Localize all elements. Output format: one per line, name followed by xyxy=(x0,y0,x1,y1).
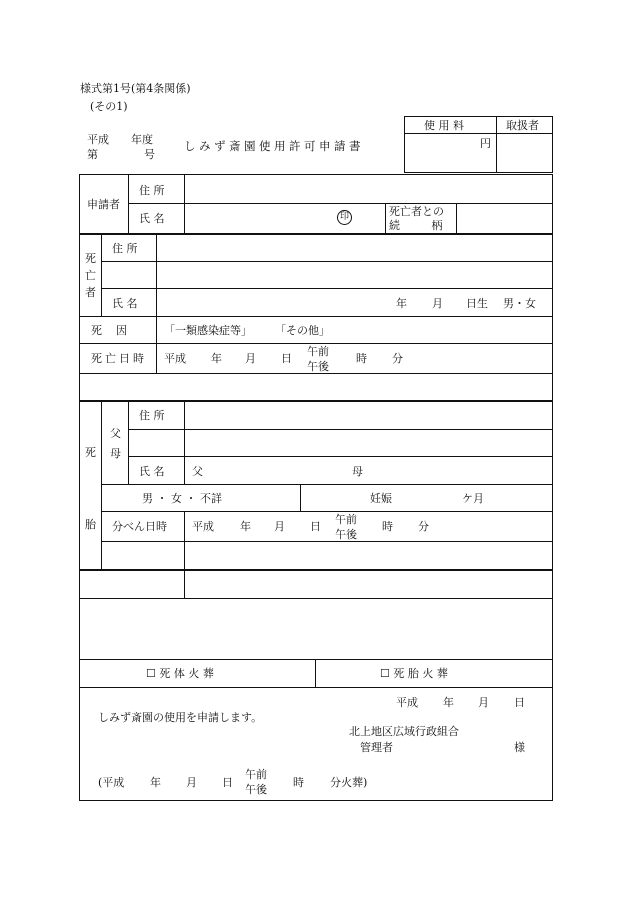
sb-mother: 母 xyxy=(352,465,363,478)
request-day: 日 xyxy=(514,696,525,709)
hline-blank-row xyxy=(79,598,553,599)
sb-months: ケ月 xyxy=(462,492,484,505)
cremation-day: 日 xyxy=(222,776,233,789)
stillbirth-label-2: 胎 xyxy=(85,518,96,531)
hline-sb-4 xyxy=(101,511,553,512)
cremation-body-option[interactable]: ☐ 死 体 火 葬 xyxy=(146,667,214,680)
vline-blank-row xyxy=(184,569,185,598)
death-minute: 分 xyxy=(392,352,403,365)
delivery-day: 日 xyxy=(310,520,321,533)
cremation-minute: 分火葬) xyxy=(330,776,368,789)
request-heisei: 平成 xyxy=(396,696,418,709)
death-am[interactable]: 午前 xyxy=(307,345,329,358)
hline-sb-1 xyxy=(128,429,553,430)
delivery-hour: 時 xyxy=(382,520,393,533)
vline-relation xyxy=(385,203,386,233)
delivery-am[interactable]: 午前 xyxy=(335,513,357,526)
death-pm[interactable]: 午後 xyxy=(307,360,329,373)
hline-deceased-2 xyxy=(101,288,553,289)
vline-cremation xyxy=(315,659,316,687)
header-nendo: 年度 xyxy=(131,133,153,146)
relation-label-1: 死亡者との xyxy=(389,205,444,218)
handler-label: 取扱者 xyxy=(506,119,539,132)
request-month: 月 xyxy=(478,696,489,709)
vline-delivery xyxy=(184,511,185,569)
delivery-month: 月 xyxy=(274,520,285,533)
parent-label-mother: 母 xyxy=(110,447,121,460)
sb-pregnancy: 妊娠 xyxy=(370,492,392,505)
applicant-address-label: 住 所 xyxy=(139,184,165,197)
parent-label-father: 父 xyxy=(110,427,121,440)
sb-address-field[interactable] xyxy=(186,402,551,428)
form-number: 様式第1号(第4条関係) xyxy=(80,82,191,95)
vline-deceased-field xyxy=(156,233,157,374)
deceased-address-label: 住 所 xyxy=(112,242,138,255)
header-heisei: 平成 xyxy=(87,133,109,146)
birth-month: 月 xyxy=(432,297,443,310)
death-year: 年 xyxy=(211,352,222,365)
death-heisei: 平成 xyxy=(164,352,186,365)
deceased-sex[interactable]: 男・女 xyxy=(503,297,536,310)
hline-deceased-3 xyxy=(79,316,553,317)
relation-field[interactable] xyxy=(458,205,551,232)
hline-deceased-1 xyxy=(101,261,553,262)
header-go: 号 xyxy=(144,148,155,161)
cremation-hour: 時 xyxy=(293,776,304,789)
applicant-address-field[interactable] xyxy=(186,176,551,202)
applicant-label: 申請者 xyxy=(87,198,120,211)
hline-sb-3 xyxy=(101,484,553,485)
delivery-year: 年 xyxy=(240,520,251,533)
cremation-month: 月 xyxy=(186,776,197,789)
deceased-label-3: 者 xyxy=(85,286,96,299)
delivery-heisei: 平成 xyxy=(192,520,214,533)
death-day: 日 xyxy=(281,352,292,365)
death-hour: 時 xyxy=(356,352,367,365)
fee-box-separator xyxy=(496,116,497,173)
form-title: しみず斎園使用許可申請書 xyxy=(184,139,364,153)
cremation-pm[interactable]: 午後 xyxy=(245,783,267,796)
request-manager: 管理者 xyxy=(360,741,393,754)
stillbirth-label-1: 死 xyxy=(85,446,96,459)
deceased-name-label: 氏 名 xyxy=(112,297,138,310)
cremation-am[interactable]: 午前 xyxy=(245,768,267,781)
cremation-heisei: (平成 xyxy=(98,776,125,789)
hline-cremation xyxy=(79,687,553,688)
deceased-address-field[interactable] xyxy=(158,235,551,260)
handler-field[interactable] xyxy=(498,135,551,171)
applicant-name-label: 氏 名 xyxy=(139,212,165,225)
deceased-name-field[interactable] xyxy=(158,290,388,315)
delivery-pm[interactable]: 午後 xyxy=(335,528,357,541)
header-dai: 第 xyxy=(87,148,98,161)
yen-label: 円 xyxy=(480,137,491,150)
request-year: 年 xyxy=(443,696,454,709)
cremation-fetus-option[interactable]: ☐ 死 胎 火 葬 xyxy=(380,667,448,680)
cause-option-2[interactable]: 「その他」 xyxy=(275,324,330,337)
death-month: 月 xyxy=(245,352,256,365)
applicant-name-field[interactable] xyxy=(186,205,336,232)
sep-stillbirth xyxy=(79,569,553,571)
request-org: 北上地区広域行政組合 xyxy=(349,725,459,738)
deceased-label-2: 亡 xyxy=(85,269,96,282)
delivery-minute: 分 xyxy=(418,520,429,533)
sb-sex[interactable]: 男 ・ 女 ・ 不詳 xyxy=(142,492,222,505)
vline-deceased-group xyxy=(101,233,102,317)
sb-address-label: 住 所 xyxy=(139,409,165,422)
fee-label: 使 用 料 xyxy=(424,119,464,132)
hline-deceased-5 xyxy=(79,373,553,374)
relation-label-2: 続 柄 xyxy=(389,219,457,232)
death-datetime-label: 死亡日時 xyxy=(91,352,147,365)
request-sama: 様 xyxy=(514,741,525,754)
cause-label: 死 因 xyxy=(91,324,127,337)
seal-mark: 印 xyxy=(337,210,352,225)
vline-parent-group xyxy=(128,400,129,484)
vline-parent-field xyxy=(184,400,185,484)
vline-sex-pregnancy xyxy=(300,484,301,511)
cause-option-1[interactable]: 「一類感染症等」 xyxy=(164,324,252,337)
fee-box-divider xyxy=(404,133,553,134)
sb-father: 父 xyxy=(192,465,203,478)
form-subnumber: (その1) xyxy=(90,100,128,113)
request-statement: しみず斎園の使用を申請します。 xyxy=(98,711,263,724)
hline-deceased-4 xyxy=(79,343,553,344)
cremation-year: 年 xyxy=(150,776,161,789)
hline-applicant xyxy=(128,203,553,204)
sb-name-label: 氏 名 xyxy=(139,465,165,478)
hline-sb-2 xyxy=(128,456,553,457)
hline-sb-5 xyxy=(101,541,553,542)
remarks-field[interactable] xyxy=(81,600,551,657)
delivery-label: 分べん日時 xyxy=(112,520,167,533)
birth-day: 日生 xyxy=(466,297,488,310)
deceased-label-1: 死 xyxy=(85,252,96,265)
birth-year: 年 xyxy=(396,297,407,310)
fee-amount-field[interactable] xyxy=(406,148,494,171)
